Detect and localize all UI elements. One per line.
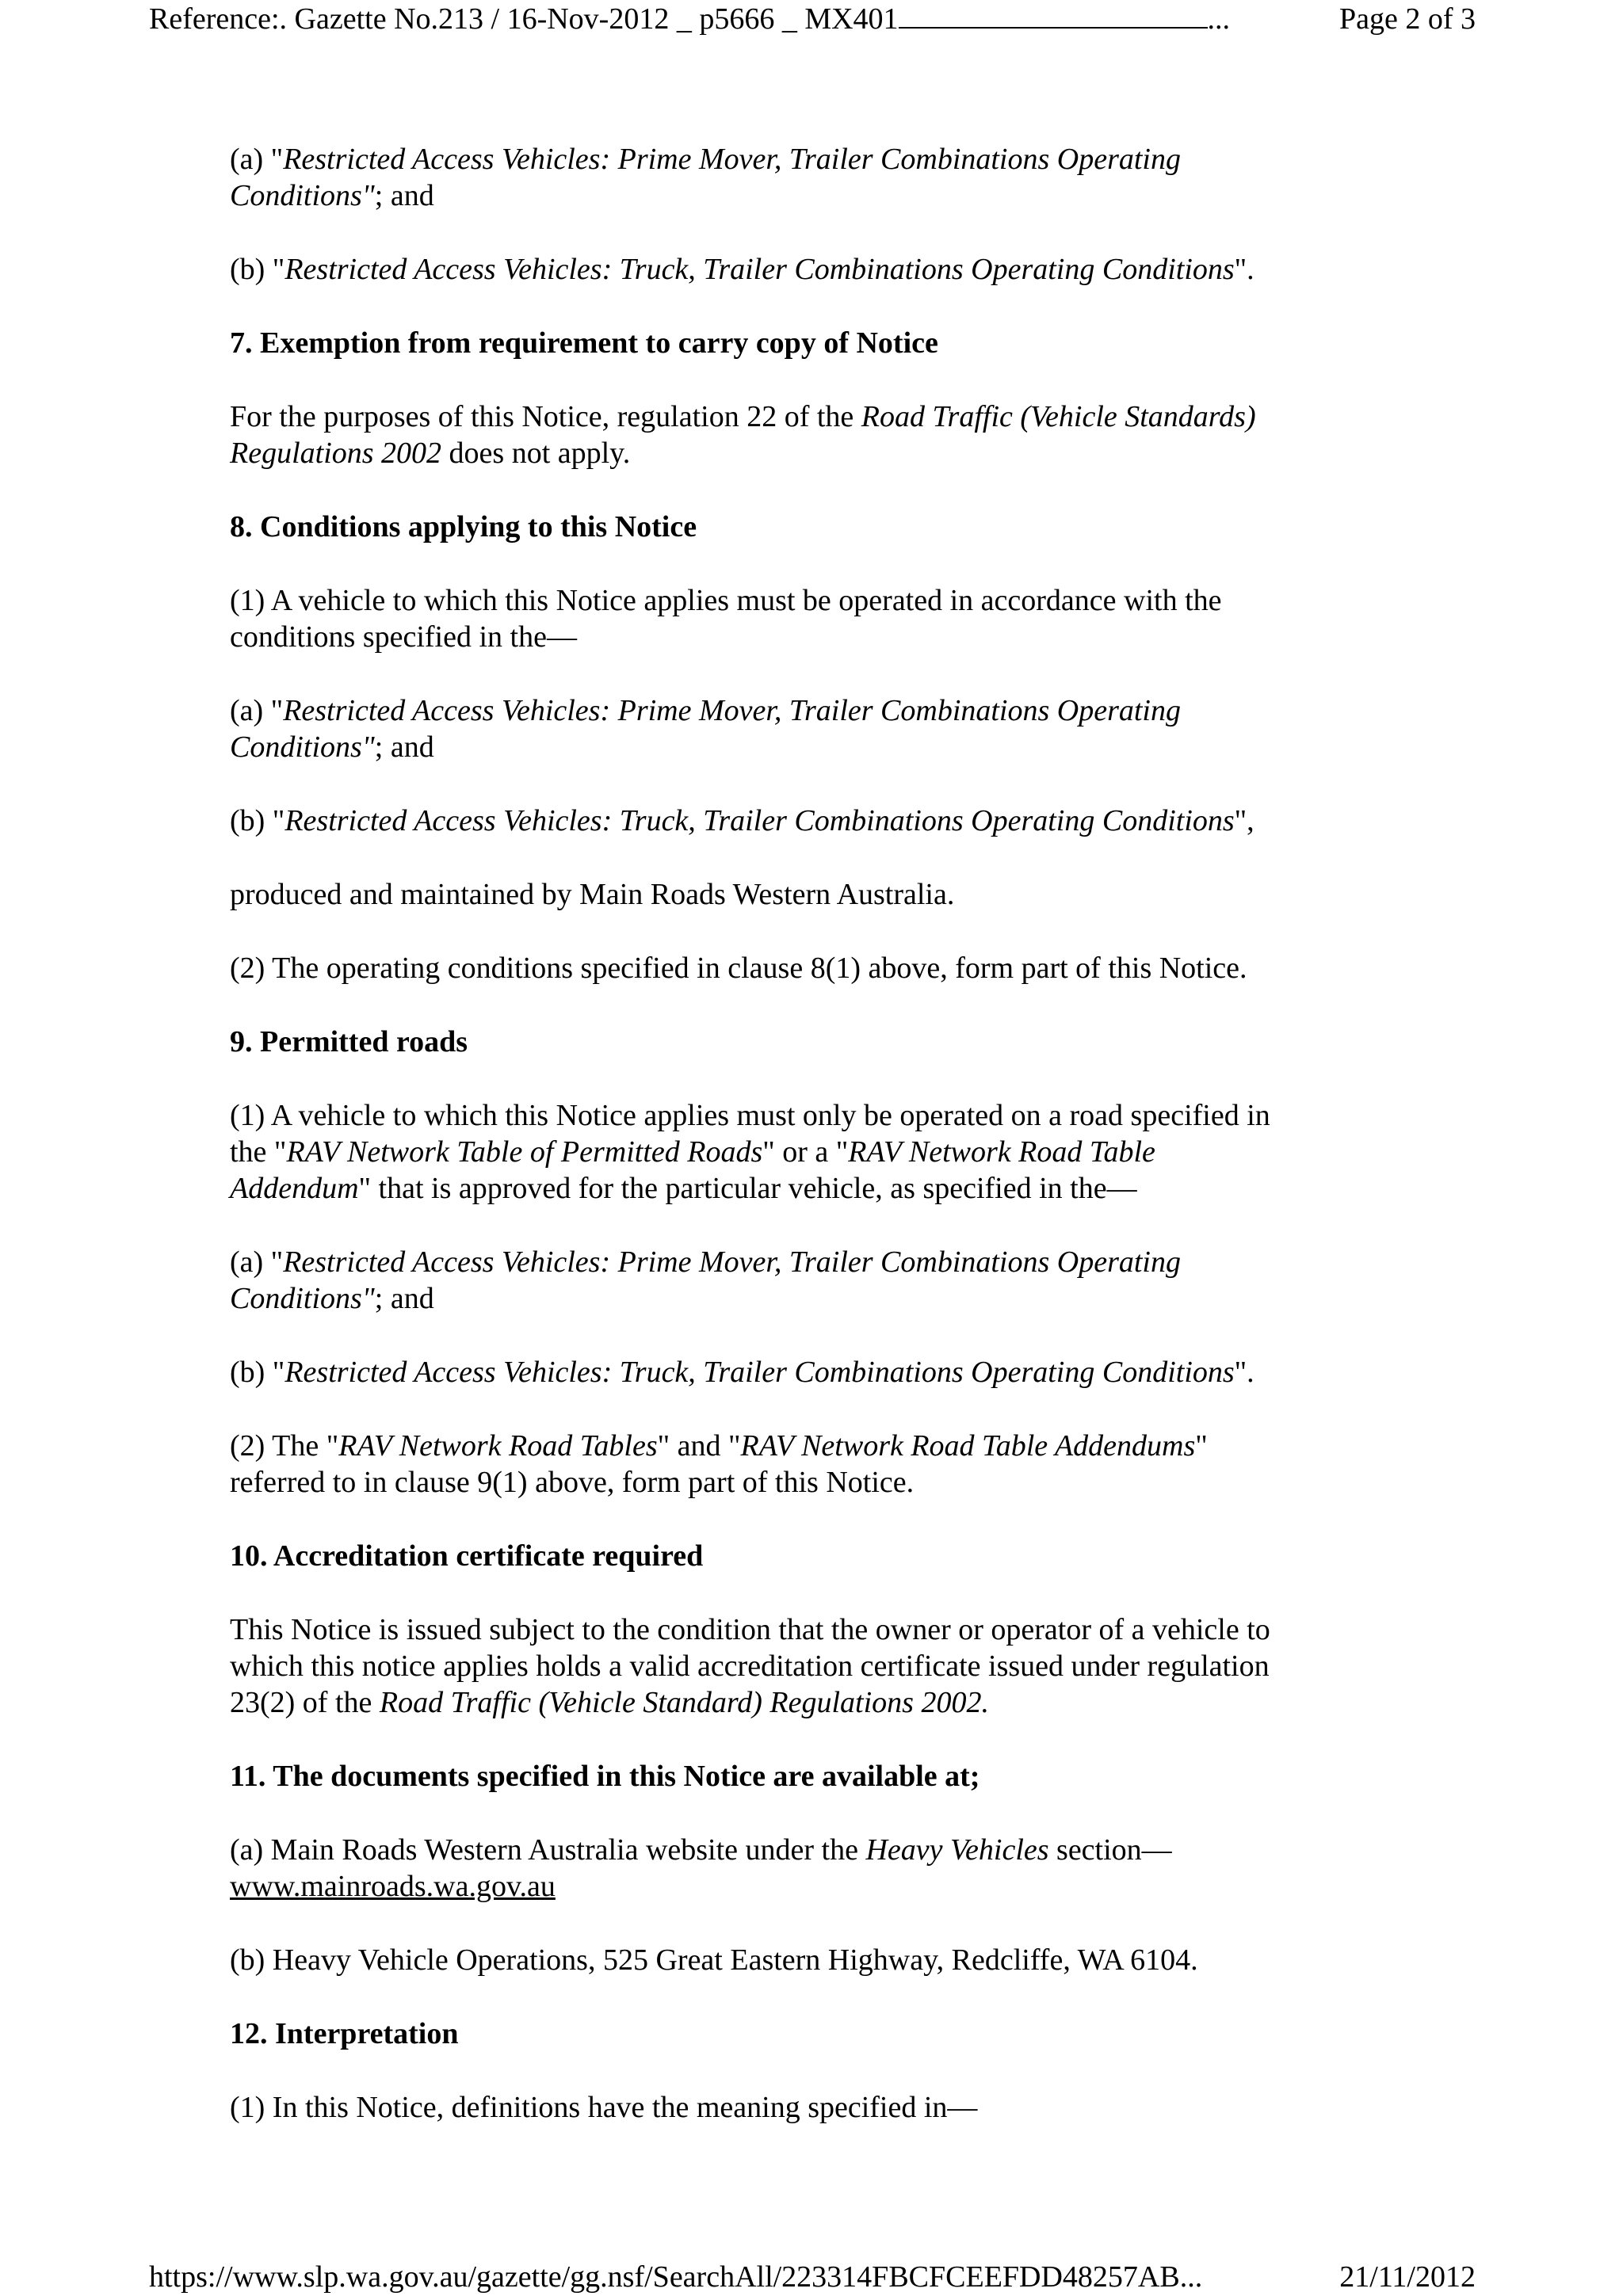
section-12-para-1: (1) In this Notice, definitions have the meaning specified in—: [230, 2091, 978, 2124]
section-10-heading: 10. Accreditation certificate required: [230, 1539, 704, 1573]
section-9-item-a: (a) "Restricted Access Vehicles: Prime Mover, Trailer Combinations Operating Conditions"; and: [230, 1245, 1181, 1315]
section-8-para-1: (1) A vehicle to which this Notice applies must be operated in accordance with the conditions specified in the—: [230, 584, 1222, 654]
section-11-heading: 11. The documents specified in this Notice are available at;: [230, 1760, 980, 1793]
section-8-para-2: (2) The operating conditions specified in clause 8(1) above, form part of this Notice.: [230, 952, 1247, 985]
header-underline: [899, 3, 1208, 29]
section-8-item-a: (a) "Restricted Access Vehicles: Prime Mover, Trailer Combinations Operating Conditions"; and: [230, 694, 1181, 764]
section-8-item-b: (b) "Restricted Access Vehicles: Truck, Trailer Combinations Operating Conditions",: [230, 804, 1254, 837]
section-9-heading: 9. Permitted roads: [230, 1025, 468, 1058]
section-11-item-b: (b) Heavy Vehicle Operations, 525 Great Eastern Highway, Redcliffe, WA 6104.: [230, 1943, 1198, 1977]
section-8-produced: produced and maintained by Main Roads Western Australia.: [230, 878, 955, 911]
section-10-text: This Notice is issued subject to the condition that the owner or operator of a vehicle to which this notice applies holds a valid accreditation certificate issued under regulation 23(2) of the Road Traffic (Vehicle Standard) Regulations 2002.: [230, 1613, 1270, 1719]
header-page-number: Page 2 of 3: [1338, 2, 1476, 36]
section-7-text: For the purposes of this Notice, regulation 22 of the Road Traffic (Vehicle Standards) Regulations 2002 does not apply.: [230, 400, 1256, 470]
page-header: [149, 0, 1476, 38]
section-11-item-a: (a) Main Roads Western Australia website under the Heavy Vehicles section— www.mainroads.wa.gov.au: [230, 1833, 1172, 1903]
header-reference: Reference:. Gazette No.213 / 16-Nov-2012 _ p5666 _ MX401 ...: [149, 2, 1231, 36]
page-footer: [149, 2258, 1476, 2296]
paragraph-1b: (b) "Restricted Access Vehicles: Truck, Trailer Combinations Operating Conditions".: [230, 253, 1254, 286]
section-8-heading: 8. Conditions applying to this Notice: [230, 510, 697, 543]
document-body: [230, 141, 1419, 2126]
section-9-para-1: (1) A vehicle to which this Notice applies must only be operated on a road specified in the "RAV Network Table of Permitted Roads" or a "RAV Network Road Table Addendum" that is approved for the particular vehicle, as specified in the—: [230, 1099, 1270, 1205]
section-12-heading: 12. Interpretation: [230, 2017, 459, 2050]
footer-date: 21/11/2012: [1339, 2260, 1476, 2294]
section-9-item-b: (b) "Restricted Access Vehicles: Truck, Trailer Combinations Operating Conditions".: [230, 1356, 1254, 1389]
footer-url: https://www.slp.wa.gov.au/gazette/gg.nsf/SearchAll/223314FBCFCEEFDD48257AB...: [149, 2260, 1203, 2294]
mainroads-website-link[interactable]: www.mainroads.wa.gov.au: [230, 1870, 556, 1903]
section-7-heading: 7. Exemption from requirement to carry copy of Notice: [230, 326, 938, 360]
section-9-para-2: (2) The "RAV Network Road Tables" and "RAV Network Road Table Addendums" referred to in clause 9(1) above, form part of this Notice.: [230, 1429, 1208, 1499]
paragraph-1a: (a) "Restricted Access Vehicles: Prime Mover, Trailer Combinations Operating Conditions"; and: [230, 143, 1181, 212]
